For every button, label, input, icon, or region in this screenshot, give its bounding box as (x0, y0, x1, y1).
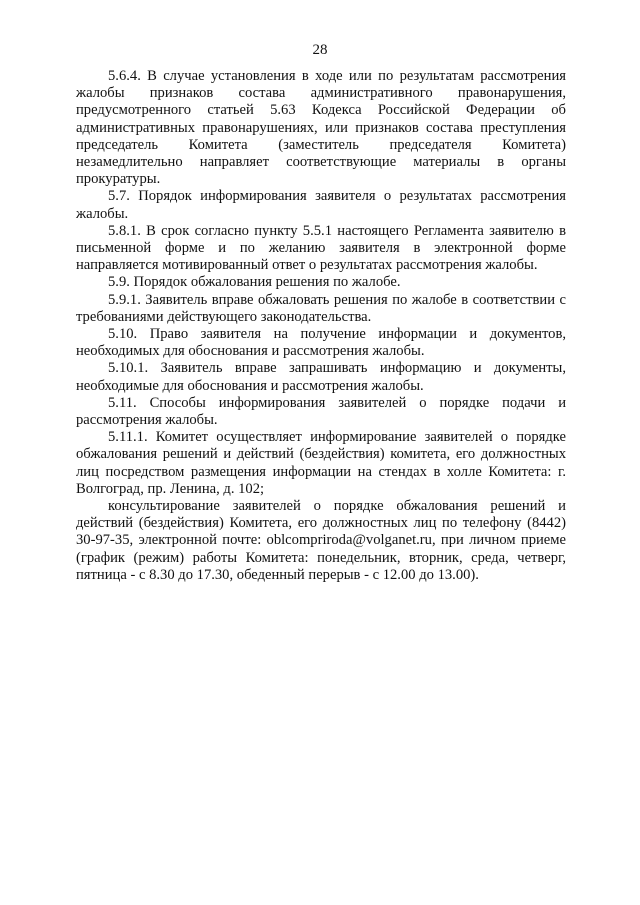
paragraph-5-11: 5.11. Способы информирования заявителей о порядке подачи и рассмотрения жалобы. (76, 394, 566, 429)
paragraph-consultation: консультирование заявителей о порядке обжалования решений и действий (бездействия) Комитета, его должностных лиц по телефону (8442) 30-97-35, электронной почте: oblcompriroda@volganet.ru, при личном приеме (график (режим) работы Комитета: понедельник, вторник, среда, четверг, пятница - с 8.30 до 17.30, обеденный перерыв - с 12.00 до 13.00). (76, 498, 566, 583)
paragraph-5-11-1: 5.11.1. Комитет осуществляет информирование заявителей о порядке обжалования решений и действий (бездействия) комитета, его должностных лиц посредством размещения информации на стендах в холле Комитета: г. Волгоград, пр. Ленина, д. 102; (76, 429, 566, 497)
paragraph-5-7: 5.7. Порядок информирования заявителя о результатах рассмотрения жалобы. (76, 188, 566, 222)
paragraph-5-8-1: 5.8.1. В срок согласно пункту 5.5.1 настоящего Регламента заявителю в письменной форме и по желанию заявителя в электронной форме направляется мотивированный ответ о результатах рассмотрения жалобы. (76, 222, 566, 274)
paragraph-5-9-1: 5.9.1. Заявитель вправе обжаловать решения по жалобе в соответствии с требованиями действующего законодательства. (76, 291, 566, 325)
page-number: 28 (312, 42, 328, 58)
paragraph-5-9: 5.9. Порядок обжалования решения по жалобе. (108, 274, 401, 291)
paragraph-5-6-4: 5.6.4. В случае установления в ходе или по результатам рассмотрения жалобы признаков состава административного правонарушения, предусмотренного статьей 5.63 Кодекса Российской Федерации об административных правонарушениях, или признаков состава преступления председатель Комитета (заместитель председателя Комитета) незамедлительно направляет соответствующие материалы в органы прокуратуры. (76, 68, 566, 188)
paragraph-5-10: 5.10. Право заявителя на получение информации и документов, необходимых для обоснования и рассмотрения жалобы. (76, 326, 566, 360)
document-body (76, 68, 566, 584)
paragraph-5-10-1: 5.10.1. Заявитель вправе запрашивать информацию и документы, необходимые для обоснования и рассмотрения жалобы. (76, 360, 566, 394)
